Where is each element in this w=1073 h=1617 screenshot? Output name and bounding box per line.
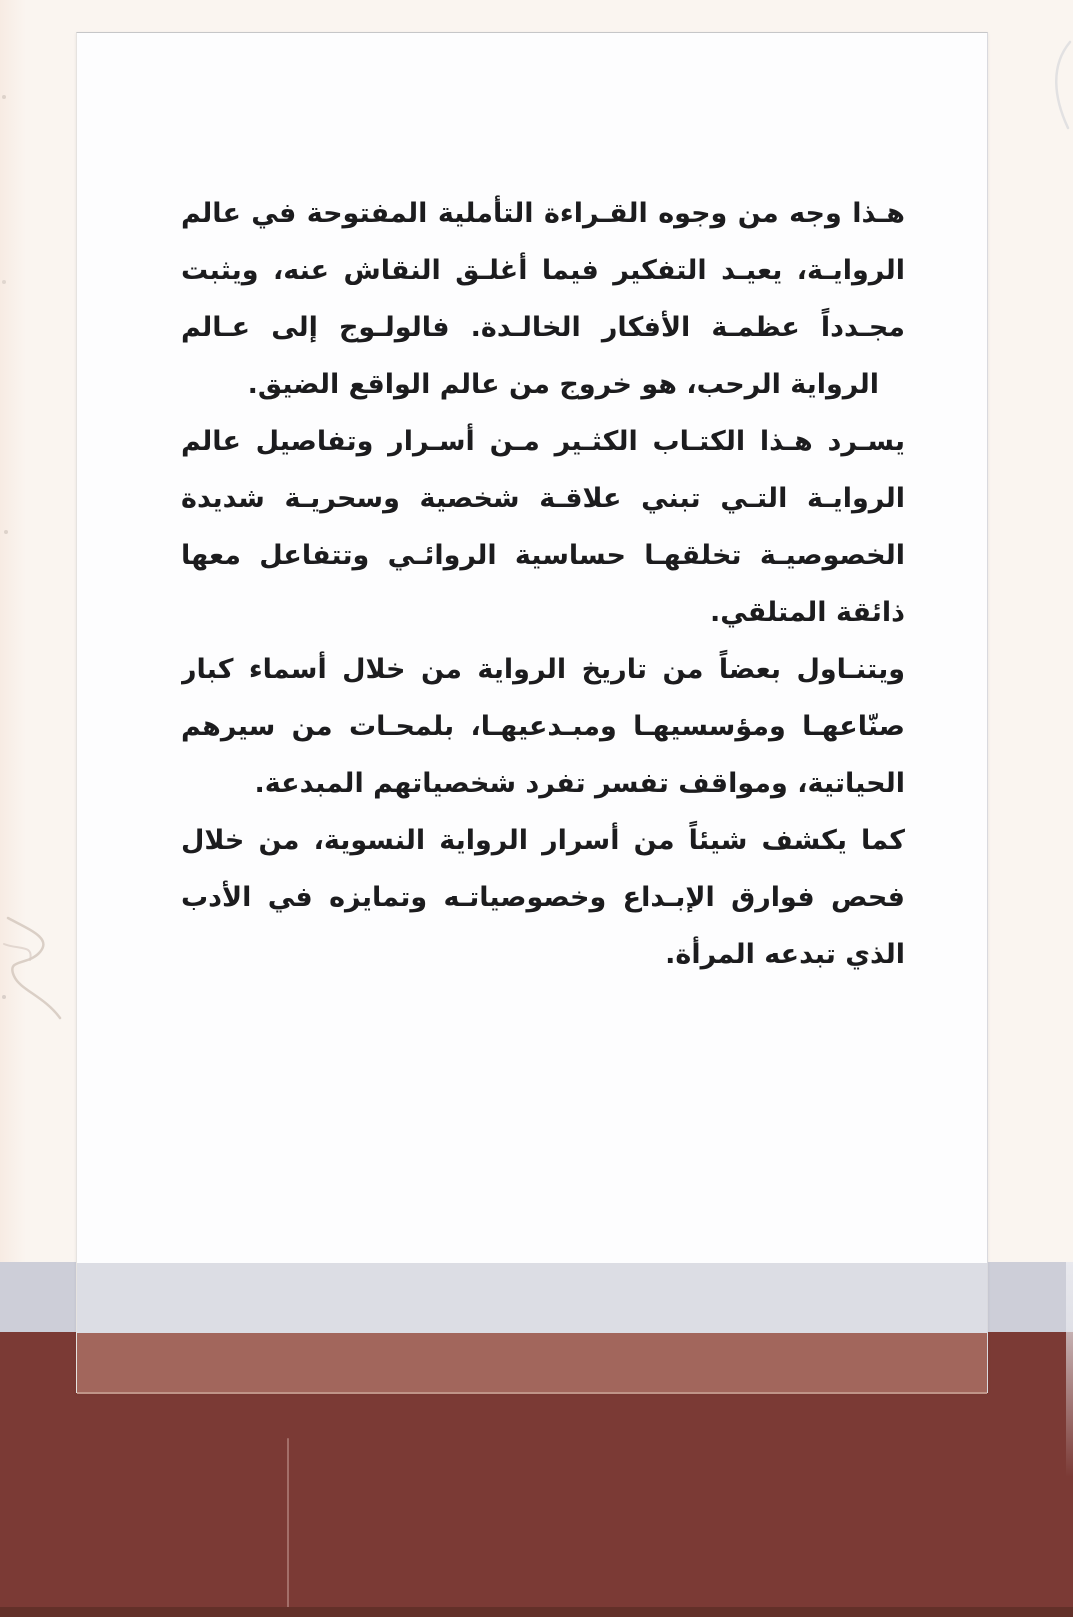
text-line: الحياتية، ومواقف تفسر تفرد شخصياتهم المبدعة.: [254, 768, 905, 799]
text-line: هـذا وجه من وجوه القـراءة التأملية المفتوحة في عالم: [181, 198, 905, 229]
page-panel: [76, 32, 988, 1393]
maroon-under-page-edge: [77, 1333, 987, 1394]
left-margin-tint: [0, 0, 26, 1262]
text-line: صنّاعهـا ومؤسسيهـا ومبـدعيهـا، بلمحـات من سيرهم: [181, 711, 905, 742]
paragraph: [181, 185, 905, 413]
scratch-mark: [287, 1438, 289, 1614]
text-line: ويتنـاول بعضاً من تاريخ الرواية من خلال أسماء كبار: [181, 654, 905, 685]
corner-curve-mark: [1028, 36, 1073, 136]
paragraph: [181, 413, 905, 641]
text-line: الرواية الرحب، هو خروج من عالم الواقع الضيق.: [247, 369, 879, 400]
text-line: ذائقة المتلقي.: [710, 597, 905, 628]
text-line: يسـرد هـذا الكتـاب الكثـير مـن أسـرار وتفاصيل عالم: [181, 426, 905, 457]
scan-speck-marks: [2, 95, 6, 99]
text-line: مجـدداً عظمـة الأفكار الخالـدة. فالولـوج إلى عـالم: [181, 312, 905, 343]
text-line: الروايـة، يعيـد التفكير فيما أغلـق النقاش عنه، ويثبت: [181, 255, 905, 286]
text-line: الخصوصيـة تخلقهـا حساسية الروائـي وتتفاعل معها: [181, 540, 905, 571]
cover-bottom-edge: [0, 1607, 1073, 1617]
blurb-text-block: [181, 185, 905, 983]
paragraph: [181, 812, 905, 983]
text-line: كما يكشف شيئاً من أسرار الرواية النسوية، من خلال: [181, 825, 905, 856]
gray-stripe-over-page: [77, 1263, 987, 1333]
text-line: الروايـة التـي تبني علاقـة شخصية وسحريـة شديدة: [181, 483, 905, 514]
text-line: الذي تبدعه المرأة.: [665, 939, 905, 970]
right-edge-highlight: [1066, 1262, 1073, 1477]
paragraph: [181, 641, 905, 812]
text-line: فحص فوارق الإبـداع وخصوصياتـه وتمايزه في الأدب: [181, 882, 905, 913]
margin-scribble-mark: [0, 900, 78, 1030]
